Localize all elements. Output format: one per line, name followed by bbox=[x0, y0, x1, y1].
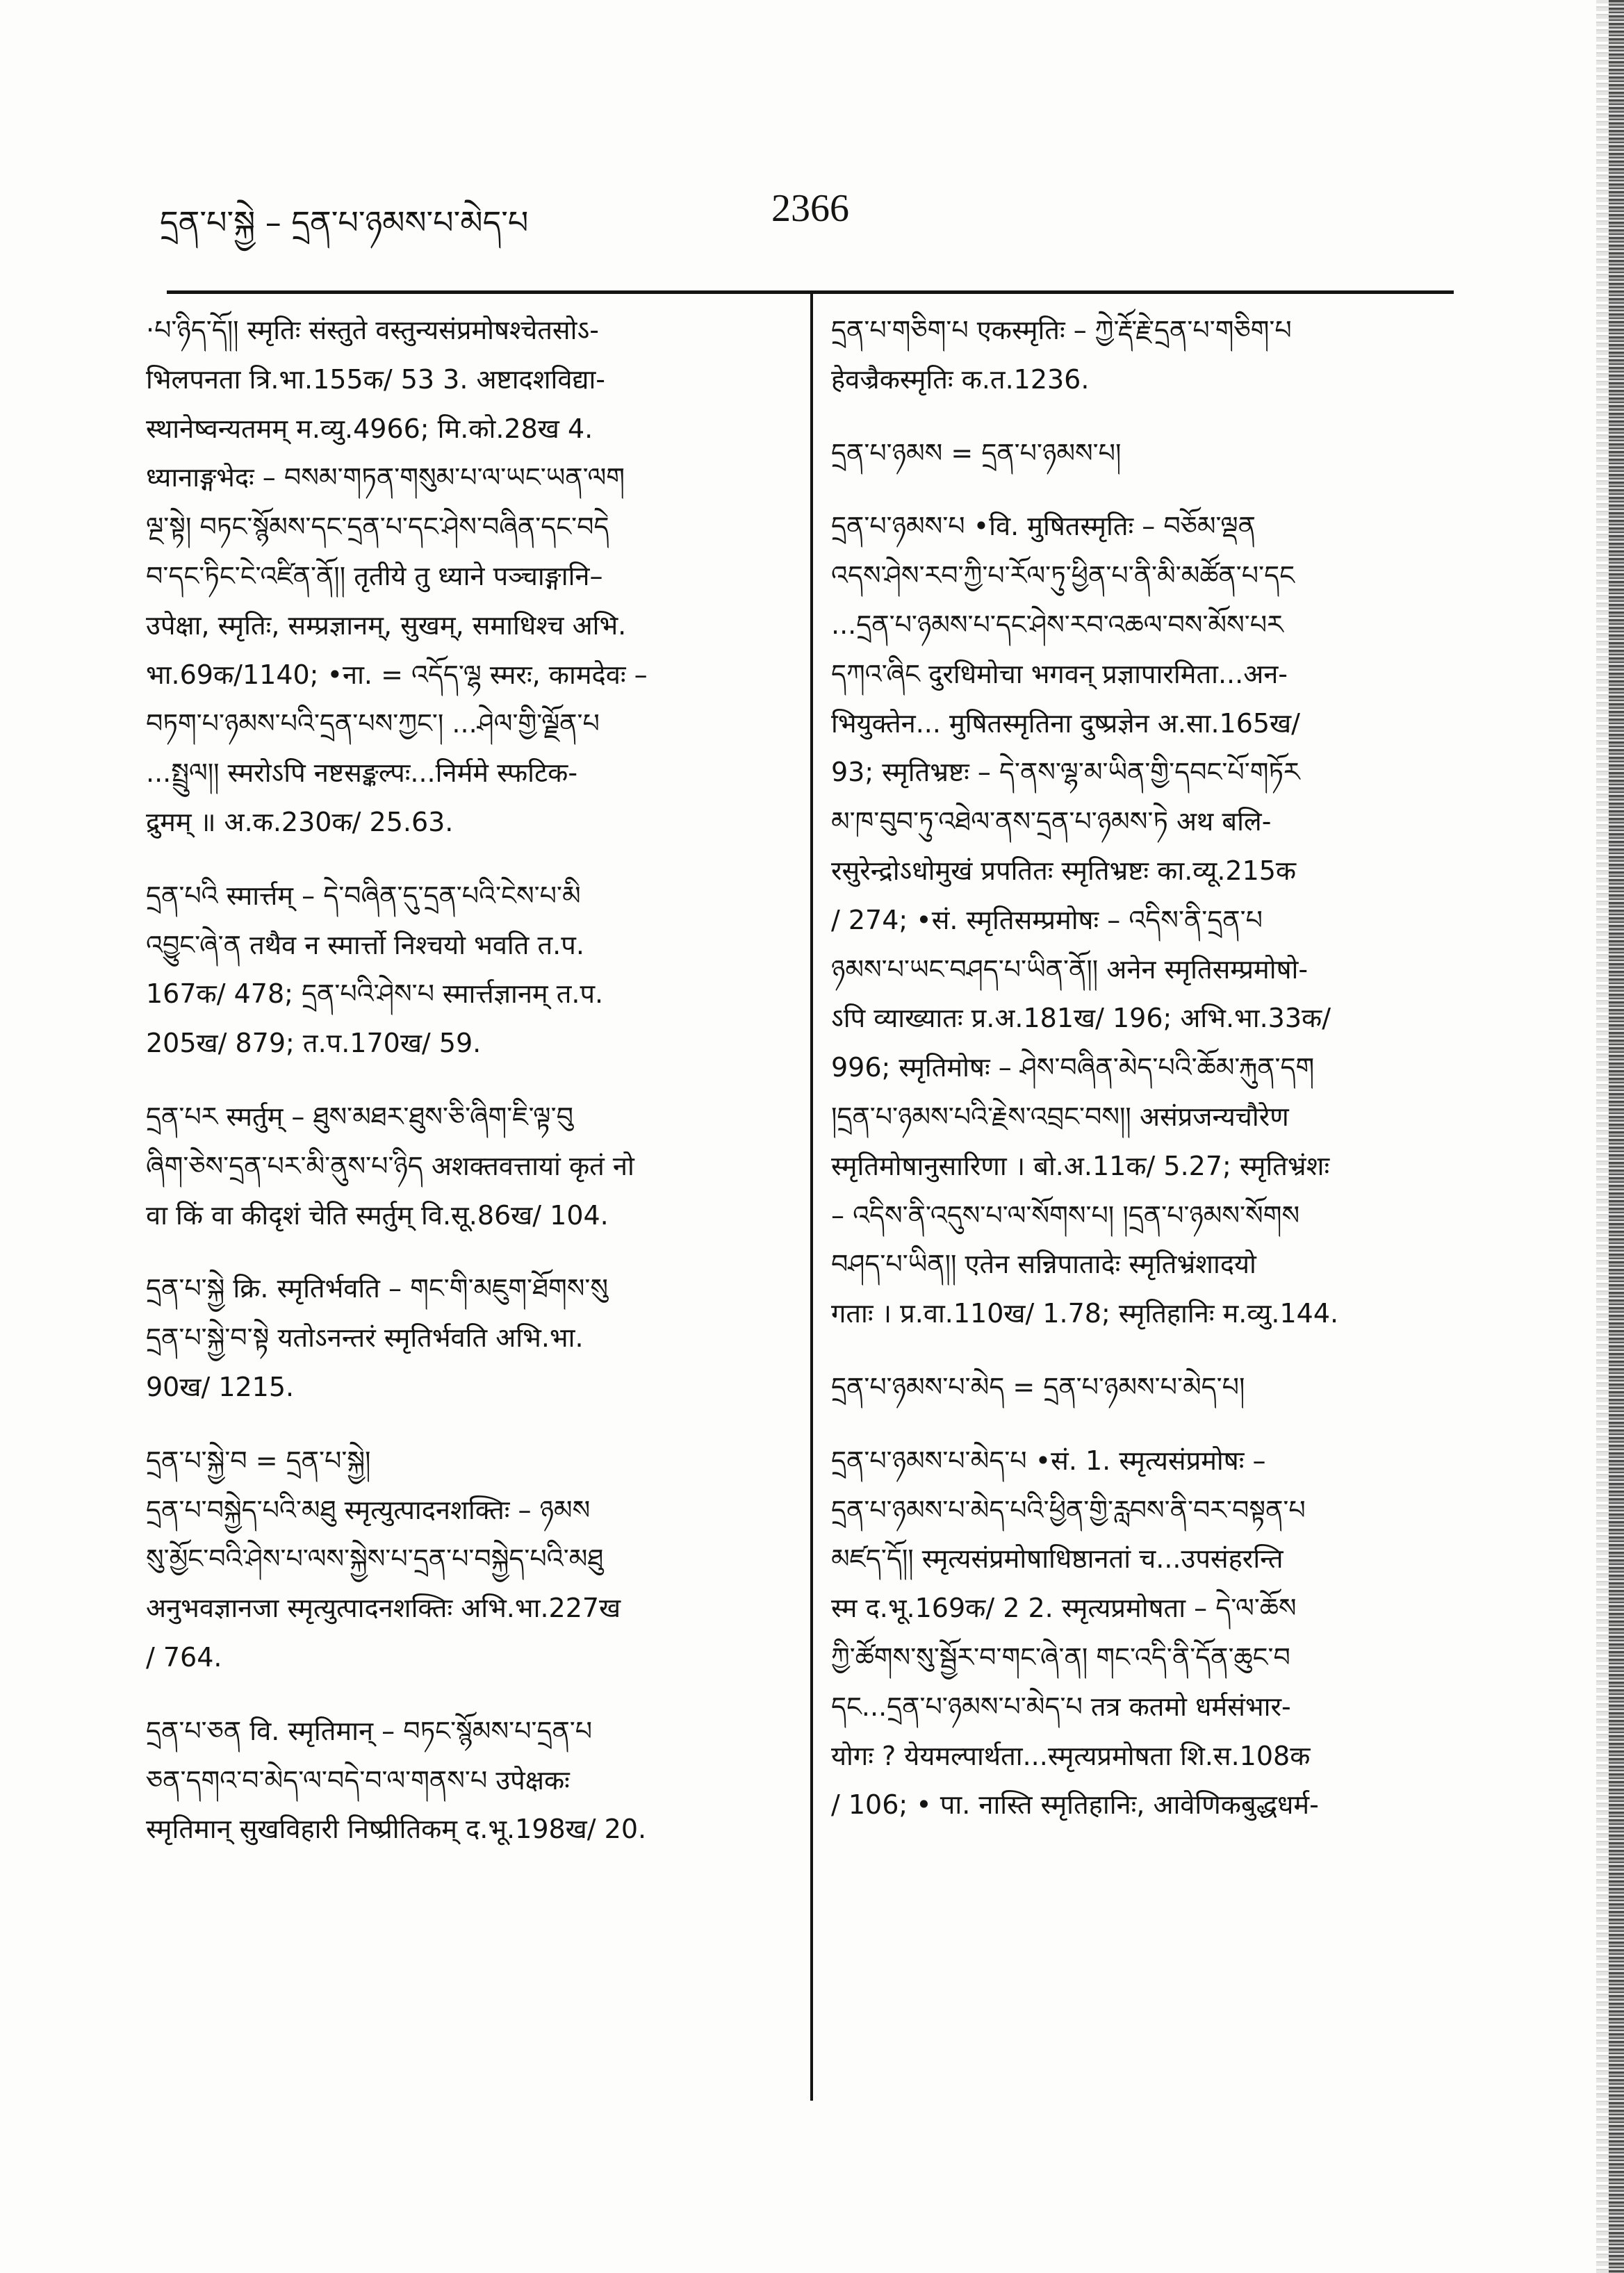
text-line: ཉམས་པ་ཡང་བཤད་པ་ཡིན་ནོ།། अनेन स्मृतिसम्प्रमोषो- bbox=[831, 953, 1309, 985]
text-line: བ་དང་ཏིང་ངེ་འཛིན་ནོ།། तृतीये तु ध्याने पञ्चाङ्गानि– bbox=[146, 560, 603, 591]
text-line: །དྲན་པ་ཉམས་པའི་རྗེས་འབྲང་བས།། असंप्रजन्यचौरेण bbox=[831, 1101, 1289, 1132]
text-line: དྲན་པ་གཅིག་པ एकस्मृतिः – ཀྱེ་རྡོ་རྗེ་དྲན་པ་གཅིག་པ bbox=[831, 315, 1292, 345]
text-line: དྲན་པ་ཉམས་པ་མེད་པ •सं. 1. स्मृत्यसंप्रमोषः – bbox=[831, 1445, 1266, 1476]
text-line: हेवज्रैकस्मृतिः क.त.1236. bbox=[831, 363, 1090, 395]
text-line: ཀྱི་ཚོགས་སུ་སྦྱོར་བ་གང་ཞེ་ན། གང་འདི་ནི་དོན་ཆུང་བ bbox=[831, 1641, 1290, 1673]
text-line: द्रुमम् ॥ अ.क.230क/ 25.63. bbox=[146, 806, 454, 837]
text-line: བཤད་པ་ཡིན།། एतेन सन्निपातादेः स्मृतिभ्रंशादयो bbox=[831, 1249, 1256, 1280]
text-line: དྲན་པ་ཅན वि. स्मृतिमान् – བཏང་སྙོམས་པ་དྲན་པ bbox=[146, 1715, 593, 1746]
text-line: भा.69क/1140; •ना. = འདོད་ལྷ स्मरः, कामदेवः – bbox=[146, 659, 648, 690]
text-line: रसुरेन्द्रोऽधोमुखं प्रपतितः स्मृतिभ्रष्टः का.व्यू.215क bbox=[831, 855, 1297, 886]
left-column bbox=[146, 306, 771, 1854]
paragraph-gap bbox=[146, 847, 771, 871]
paragraph-gap bbox=[146, 1068, 771, 1092]
page-number: 2366 bbox=[771, 187, 849, 230]
text-line: དྲན་པ་སྐྱེ་བ་སྟེ यतोऽनन्तरं स्मृतिर्भवति अभि.भा. bbox=[146, 1322, 584, 1354]
text-line: དྲན་པ་སྐྱེ क्रि. स्मृतिर्भवति – གང་གི་མཇུག་ཐོགས་སུ bbox=[146, 1273, 609, 1304]
text-line: བཏག་པ་ཉམས་པའི་དྲན་པས་ཀྱང་། ...ཤེལ་གྱི་ལྗོན་པ bbox=[146, 708, 600, 739]
text-line: भियुक्तेन... मुषितस्मृतिना दुष्प्रज्ञेन अ.सा.165ख/ bbox=[831, 707, 1300, 739]
text-line: དྲན་པ་བསྐྱེད་པའི་མཐུ स्मृत्युत्पादनशक्तिः – ཉམས bbox=[146, 1494, 591, 1525]
text-line: དང...དྲན་པ་ཉམས་པ་མེད་པ तत्र कतमो धर्मसंभार- bbox=[831, 1691, 1291, 1722]
text-line: – འདིས་ནི་འདུས་པ་ལ་སོགས་པ། །དྲན་པ་ཉམས་སོགས bbox=[831, 1199, 1300, 1231]
paragraph-gap bbox=[831, 404, 1457, 429]
text-line: ཞིག་ཅེས་དྲན་པར་མི་ནུས་པ་ཉིད अशक्तवत्तायां कृतं नो bbox=[146, 1150, 634, 1181]
paragraph-gap bbox=[146, 1412, 771, 1436]
text-line: མཛད་དོ།། स्मृत्यसंप्रमोषाधिष्ठानतां च...उपसंहरन्ति bbox=[831, 1543, 1283, 1575]
text-line: स्थानेष्वन्यतमम् म.व्यु.4966; मि.को.28ख 4. bbox=[146, 413, 593, 444]
text-line: མ་ཁ་བུབ་ཏུ་འཐེལ་ནས་དྲན་པ་ཉམས་ཏེ अथ बलि- bbox=[831, 806, 1272, 837]
text-line: ཅན་དགའ་བ་མེད་ལ་བདེ་བ་ལ་གནས་པ उपेक्षकः bbox=[146, 1764, 570, 1796]
text-line: དྲན་པ་སྐྱེ་བ = དྲན་པ་སྐྱེ། bbox=[146, 1445, 371, 1476]
paragraph-gap bbox=[831, 477, 1457, 502]
right-column bbox=[831, 306, 1457, 1830]
text-line: योगः ? येयमल्पार्थता...स्मृत्यप्रमोषता शि.स.108क bbox=[831, 1740, 1311, 1771]
paragraph-gap bbox=[831, 1338, 1457, 1363]
text-line: དྲན་པ་ཉམས་པ་མེད་པའི་ཕྱིན་གྱི་རླབས་ནི་བར་བསྟན་པ bbox=[831, 1494, 1306, 1525]
column-divider bbox=[810, 294, 813, 2101]
text-line: गताः । प्र.वा.110ख/ 1.78; स्मृतिहानिः म.व्यु.144. bbox=[831, 1298, 1339, 1329]
text-line: स्मृतिमान् सुखविहारी निष्प्रीतिकम् द.भू.198ख/ 20. bbox=[146, 1814, 647, 1845]
text-line: འབྱུང་ཞེ་ན तथैव न स्मार्त्तो निश्चयो भवति त.प. bbox=[146, 929, 584, 960]
text-line: स्म द.भू.169क/ 2 2. स्मृत्यप्रमोषता – དེ་ལ་ཆོས bbox=[831, 1593, 1297, 1624]
text-line: 167क/ 478; དྲན་པའི་ཤེས་པ स्मार्त्तज्ञानम् त.प. bbox=[146, 978, 604, 1010]
text-line: स्मृतिमोषानुसारिणा । बो.अ.11क/ 5.27; स्मृतिभ्रंशः bbox=[831, 1150, 1330, 1181]
text-line: ध्यानाङ्गभेदः – བསམ་གཏན་གསུམ་པ་ལ་ཡང་ཡན་ལག bbox=[146, 462, 625, 493]
text-line: / 274; •सं. स्मृतिसम्प्रमोषः – འདིས་ནི་དྲན་པ bbox=[831, 904, 1263, 935]
text-line: ...སྤྲུལ།། स्मरोऽपि नष्टसङ्कल्पः...निर्ममे स्फटिक- bbox=[146, 757, 578, 789]
text-line: དྲན་པ་ཉམས་པ •वि. मुषितस्मृतिः – བཅོམ་ལྡན bbox=[831, 511, 1256, 542]
text-line: སུ་མྱོང་བའི་ཤེས་པ་ལས་སྐྱེས་པ་དྲན་པ་བསྐྱེད་པའི་མཐུ bbox=[146, 1543, 604, 1575]
text-line: དྲན་པར स्मर्तुम् – ཐུས་མཐར་ཐུས་ཅི་ཞིག་ཇི་ལྟ་བུ bbox=[146, 1101, 573, 1132]
text-line: དྲན་པ་ཉམས་པ་མེད = དྲན་པ་ཉམས་པ་མེད་པ། bbox=[831, 1371, 1245, 1402]
text-line: 205ख/ 879; त.प.170ख/ 59. bbox=[146, 1028, 482, 1059]
text-line: ...དྲན་པ་ཉམས་པ་དང་ཤེས་རབ་འཆལ་བས་མོས་པར bbox=[831, 609, 1283, 640]
text-line: 93; स्मृतिभ्रष्टः – དེ་ནས་ལྷ་མ་ཡིན་གྱི་དབང་པོ་གཏོར bbox=[831, 757, 1300, 788]
text-line: / 106; • पा. नास्ति स्मृतिहानिः, आवेणिकबुद्धधर्म- bbox=[831, 1789, 1319, 1821]
scan-edge-noise bbox=[1609, 0, 1624, 2273]
scan-edge-shadow bbox=[1596, 0, 1609, 2273]
text-line: དྲན་པའི स्मार्त्तम् – དེ་བཞིན་དུ་དྲན་པའི་ངེས་པ་མི bbox=[146, 880, 581, 911]
text-line: भिलपनता त्रि.भा.155क/ 53 3. अष्टादशविद्या- bbox=[146, 363, 606, 395]
text-line: འདས་ཤེས་རབ་ཀྱི་པ་རོལ་ཏུ་ཕྱིན་པ་ནི་མི་མཚོན་པ་དང bbox=[831, 560, 1295, 591]
text-line: अनुभवज्ञानजा स्मृत्युत्पादनशक्तिः अभि.भा.227ख bbox=[146, 1593, 621, 1624]
text-line: ལྔ་སྟེ། བཏང་སྙོམས་དང་དྲན་པ་དང་ཤེས་བཞིན་དང་བདེ bbox=[146, 511, 609, 543]
paragraph-gap bbox=[146, 1240, 771, 1264]
text-line: उपेक्षा, स्मृतिः, सम्प्रज्ञानम्, सुखम्, समाधिश्च अभि. bbox=[146, 609, 627, 641]
text-line: ऽपि व्याख्यातः प्र.अ.181ख/ 196; अभि.भा.33क/ bbox=[831, 1003, 1331, 1034]
running-head: དྲན་པ་སྐྱེ – དྲན་པ་ཉམས་པ་མེད་པ bbox=[160, 204, 529, 241]
text-line: དཀའ་ཞིང दुरधिमोचा भगवन् प्रज्ञापारमिता...अन- bbox=[831, 658, 1288, 689]
text-line: དྲན་པ་ཉམས = དྲན་པ་ཉམས་པ། bbox=[831, 437, 1122, 468]
text-line: ·པ་ཉིད་དོ།། स्मृतिः संस्तुते वस्तुन्यसंप्रमोषश्चेतसोऽ- bbox=[146, 315, 599, 345]
paragraph-gap bbox=[146, 1682, 771, 1707]
text-line: 996; स्मृतिमोषः – ཤེས་བཞིན་མེད་པའི་ཆོམ་རྐུན་དག bbox=[831, 1052, 1315, 1083]
paragraph-gap bbox=[831, 1412, 1457, 1436]
text-line: वा किं वा कीदृशं चेति स्मर्तुम् वि.सू.86ख/ 104. bbox=[146, 1199, 609, 1231]
text-line: 90ख/ 1215. bbox=[146, 1371, 295, 1402]
text-line: / 764. bbox=[146, 1641, 222, 1673]
